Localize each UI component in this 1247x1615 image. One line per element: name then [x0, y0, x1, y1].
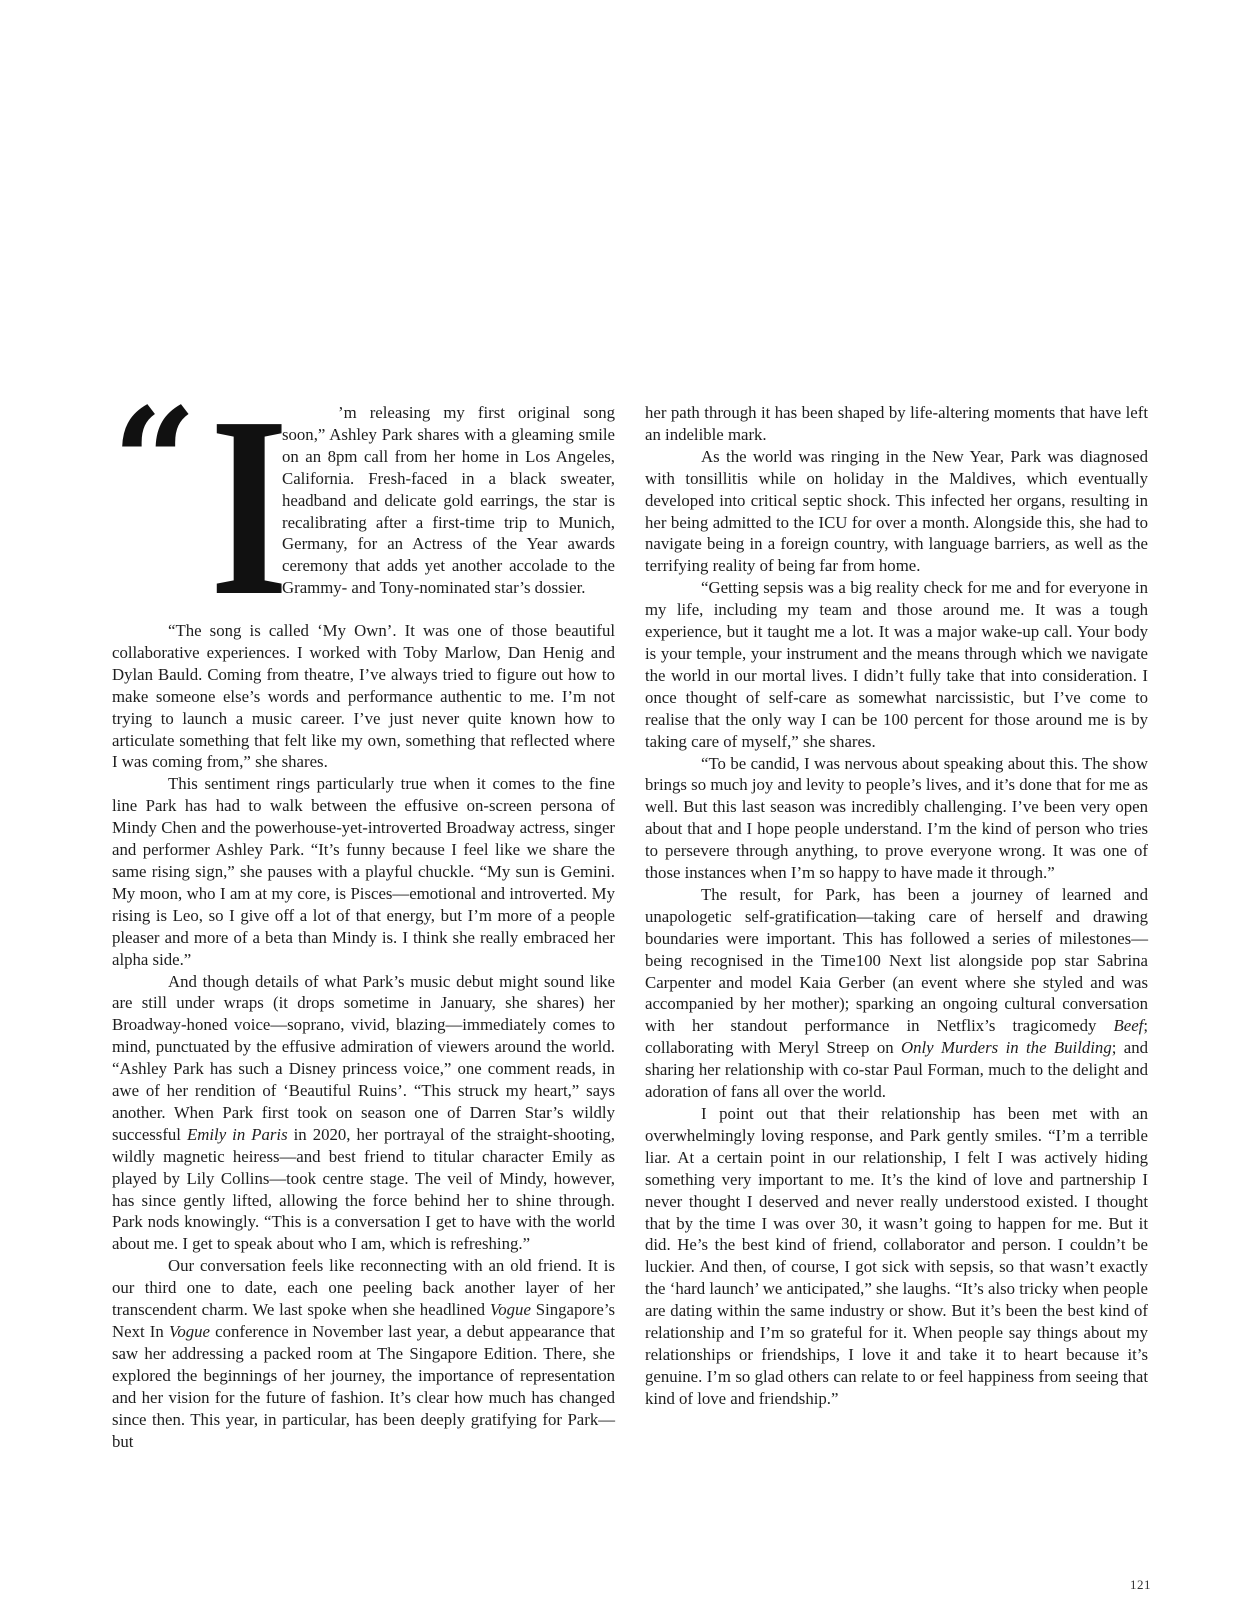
body-paragraph: “The song is called ‘My Own’. It was one of those beautiful collaborative experiences. I worked with Toby Marlow, Dan Henig and Dylan Bauld. Coming from theatre, I’ve always tried to figure out how to make someone else’s words and performance authentic to me. I’m not trying to launch a music career. I’ve just never quite known how to articulate something that felt like my own, something that reflected where I was coming from,” she shares. [112, 621, 615, 772]
body-paragraph: “To be candid, I was nervous about speaking about this. The show brings so much joy and levity to people’s lives, and it’s done that for me as well. But this last season was incredibly challenging. I’ve been very open about that and I hope people understand. I’m the kind of person who tries to persevere through anything, to prove everyone wrong. It was one of those instances when I’m so happy to have made it through.” [645, 753, 1148, 883]
text-run: in 2020, her portrayal of the straight-shooting, wildly magnetic heiress—and best friend to titular character Emily as played by Lily Collins—took centre stage. The veil of Mindy, however, has since gently lifted, allowing the force behind her to shine through. Park nods knowingly. “This is a conversation I get to have with the world about me. I get to speak about who I am, which is refreshing.” [112, 1124, 615, 1254]
publication-title: Vogue [168, 1322, 210, 1341]
body-paragraph: This sentiment rings particularly true when it comes to the fine line Park has had to walk between the effusive on-screen persona of Mindy Chen and the powerhouse-yet-introverted Broadway actress, singer and performer Ashley Park. “It’s funny because I feel like we share the same rising sign,” she pauses with a playful chuckle. “My sun is Gemini. My moon, who I am at my core, is Pisces—emotional and introverted. My rising is Leo, so I give off a lot of that energy, but I’m more of a people pleaser and more of a beta than Mindy is. I think she really embraced her alpha side.” [112, 774, 615, 969]
text-run: The result, for Park, has been a journey of learned and unapologetic self-gratification—taking care of herself and drawing boundaries were important. This has followed a series of milestones—being recognised in the Time100 Next list alongside pop star Sabrina Carpenter and model Kaia Gerber (an event where she styled and was accompanied by her mother); sparking an ongoing cultural conversation with her standout performance in Netflix’s tragicomedy [645, 884, 1148, 1036]
body-paragraph: “Getting sepsis was a big reality check for me and for everyone in my life, including my team and those around me. It was a tough experience, but it taught me a lot. It was a major wake-up call. Your body is your temple, your instrument and the means through which we navigate the world in our mortal lives. I didn’t fully take that into consideration. I once thought of self-care as somewhat narcissistic, but I’ve come to realise that the only way I can be 100 percent for those around me is by taking care of myself,” she shares. [645, 578, 1148, 751]
text-run: Our conversation feels like reconnecting with an old friend. It is our third one to date, each one peeling back another layer of her transcendent charm. We last spoke when she headlined [112, 1256, 615, 1320]
body-paragraph: her path through it has been shaped by life-altering moments that have left an indelible mark. [645, 403, 1148, 444]
show-title: Only Murders in the Building [901, 1038, 1112, 1058]
page-number: 121 [1130, 1577, 1151, 1592]
article-column-left [112, 363, 616, 1452]
text-run: And though details of what Park’s music debut might sound like are still under wraps (it drops sometime in January, she shares) her Broadway-honed voice—soprano, vivid, blazing—immediately comes to mind, punctuated by the effusive admiration of viewers around the world. “Ashley Park has such a Disney princess voice,” one comment reads, in awe of her rendition of ‘Beautiful Ruins’. “This struck my heart,” says another. When Park first took on season one of Darren Star’s wildly successful [112, 971, 615, 1144]
text-run: ; collaborating with Meryl Streep on [645, 1016, 1148, 1058]
body-paragraph: As the world was ringing in the New Year, Park was diagnosed with tonsillitis while on holiday in the Maldives, which eventually developed into critical septic shock. This infected her organs, resulting in her being admitted to the ICU for over a month. Alongside this, she had to navigate being in a foreign country, with language barriers, as well as the terrifying reality of being far from home. [645, 446, 1148, 576]
opening-quote-mark: “ [112, 375, 190, 549]
lead-paragraph: ’m releasing my first original song soon,” Ashley Park shares with a gleaming smile on an 8pm call from her home in Los Angeles, California. Fresh-faced in a black sweater, headband and delicate gold earrings, the star is recalibrating after a first-time trip to Munich, Germany, for an Actress of the Year awards ceremony that adds yet another accolade to the Grammy- and Tony-nominated star’s dossier. [282, 403, 615, 598]
article-lead [112, 363, 615, 649]
publication-title: Vogue [489, 1300, 531, 1320]
article-column-right [645, 402, 1148, 1410]
show-title: Emily in Paris [187, 1124, 288, 1144]
text-run: Singapore’s Next In [112, 1300, 616, 1341]
show-title: Beef [1113, 1016, 1144, 1036]
body-paragraph [112, 1255, 615, 1452]
drop-cap-letter: I [210, 363, 289, 649]
body-paragraph: I point out that their relationship has been met with an overwhelmingly loving response, and Park gently smiles. “I’m a terrible liar. At a certain point in our relationship, I felt I was actively hiding something very important to me. It’s the kind of love and partnership I never thought I deserved and never really understood existed. I thought that by the time I was over 30, it wasn’t going to happen for me. But it did. He’s the best kind of friend, collaborator and person. I couldn’t be luckier. And then, of course, I got sick with sepsis, so that wasn’t exactly the ‘hard launch’ we anticipated,” she laughs. “It’s also tricky when people are dating within the same industry or show. But it’s been the best kind of relationship and I’m so grateful for it. When people say things about my relationships or friendships, I love it and take it to heart because it’s genuine. I’m so glad others can relate to or feel happiness from seeing that kind of love and friendship.” [645, 1104, 1148, 1408]
body-paragraph [112, 971, 615, 1256]
text-run: conference in November last year, a debut appearance that saw her addressing a packed room at The Singapore Edition. There, she explored the beginnings of her journey, the importance of representation and her vision for the future of fashion. It’s clear how much has changed since then. This year, in particular, has been deeply gratifying for Park—but [112, 1322, 615, 1451]
body-paragraph [645, 884, 1148, 1103]
text-run: ; and sharing her relationship with co-star Paul Forman, much to the delight and adoration of fans all over the world. [645, 1038, 1149, 1102]
